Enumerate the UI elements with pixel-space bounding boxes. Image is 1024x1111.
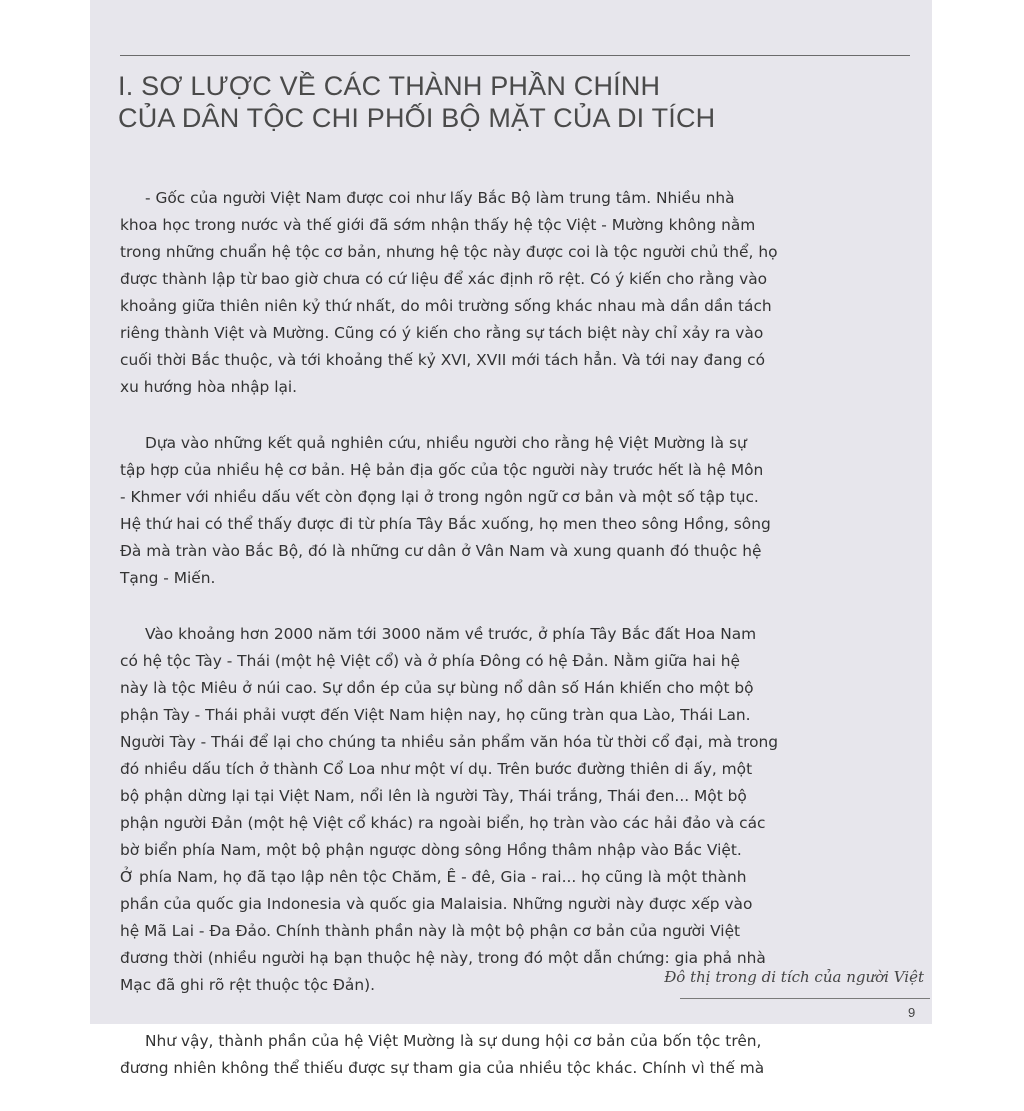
paragraph-line: trong những chuẩn hệ tộc cơ bản, nhưng hệ tộc này được coi là tộc người chủ thể, họ: [120, 243, 778, 261]
paragraph-line: Như vậy, thành phần của hệ Việt Mường là sự dung hội cơ bản của bốn tộc trên,: [145, 1032, 762, 1050]
paragraph-line: phần của quốc gia Indonesia và quốc gia Malaisia. Những người này được xếp vào: [120, 895, 753, 913]
section-heading-line-1: I. SƠ LƯỢC VỀ CÁC THÀNH PHẦN CHÍNH: [118, 71, 661, 101]
paragraph-line: bờ biển phía Nam, một bộ phận ngược dòng sông Hồng thâm nhập vào Bắc Việt.: [120, 841, 742, 859]
paragraph-line: xu hướng hòa nhập lại.: [120, 378, 298, 396]
paragraph-line: Vào khoảng hơn 2000 năm tới 3000 năm về trước, ở phía Tây Bắc đất Hoa Nam: [145, 625, 757, 643]
paragraph: [120, 430, 880, 592]
paragraph-line: này là tộc Miêu ở núi cao. Sự dồn ép của sự bùng nổ dân số Hán khiến cho một bộ: [120, 679, 754, 697]
section-heading-line-2: CỦA DÂN TỘC CHI PHỐI BỘ MẶT CỦA DI TÍCH: [118, 103, 716, 133]
running-footer-title: Đô thị trong di tích của người Việt: [664, 968, 924, 986]
paragraph-line: đó nhiều dấu tích ở thành Cổ Loa như một ví dụ. Trên bước đường thiên di ấy, một: [120, 760, 753, 778]
paragraph-line: đương thời (nhiều người hạ bạn thuộc hệ này, trong đó một dẫn chứng: gia phả nhà: [120, 949, 766, 967]
paragraph-line: phận người Đản (một hệ Việt cổ khác) ra ngoài biển, họ tràn vào các hải đảo và các: [120, 814, 766, 832]
paragraph-line: cuối thời Bắc thuộc, và tới khoảng thế kỷ XVI, XVII mới tách hẳn. Và tới nay đang có: [120, 351, 766, 369]
paragraph-line: khoa học trong nước và thế giới đã sớm nhận thấy hệ tộc Việt - Mường không nằm: [120, 216, 756, 234]
top-rule: [120, 55, 910, 56]
paragraph-line: bộ phận dừng lại tại Việt Nam, nổi lên là người Tày, Thái trắng, Thái đen... Một bộ: [120, 787, 747, 805]
paragraph-line: có hệ tộc Tày - Thái (một hệ Việt cổ) và ở phía Đông có hệ Đản. Nằm giữa hai hệ: [120, 652, 740, 670]
paragraph-line: - Gốc của người Việt Nam được coi như lấy Bắc Bộ làm trung tâm. Nhiều nhà: [145, 189, 735, 207]
paragraph-line: - Khmer với nhiều dấu vết còn đọng lại ở trong ngôn ngữ cơ bản và một số tập tục.: [120, 488, 759, 506]
paragraph-line: Hệ thứ hai có thể thấy được đi từ phía Tây Bắc xuống, họ men theo sông Hồng, sông: [120, 515, 771, 533]
paragraph-line: Ở phía Nam, họ đã tạo lập nên tộc Chăm, Ê - đê, Gia - rai... họ cũng là một thành: [120, 868, 747, 886]
page-number: 9: [908, 1005, 916, 1020]
paragraph-line: Tạng - Miến.: [120, 569, 216, 587]
paragraph-line: tập hợp của nhiều hệ cơ bản. Hệ bản địa gốc của tộc người này trước hết là hệ Môn: [120, 461, 764, 479]
paragraph-line: Dựa vào những kết quả nghiên cứu, nhiều người cho rằng hệ Việt Mường là sự: [145, 434, 747, 452]
paragraph-line: phận Tày - Thái phải vượt đến Việt Nam hiện nay, họ cũng tràn qua Lào, Thái Lan.: [120, 706, 751, 724]
paragraph-line: Đà mà tràn vào Bắc Bộ, đó là những cư dân ở Vân Nam và xung quanh đó thuộc hệ: [120, 542, 762, 560]
footer-rule: [680, 998, 930, 999]
paragraph-line: đương nhiên không thể thiếu được sự tham gia của nhiều tộc khác. Chính vì thế mà: [120, 1059, 765, 1077]
paragraph: [120, 185, 880, 401]
paragraph-line: được thành lập từ bao giờ chưa có cứ liệu để xác định rõ rệt. Có ý kiến cho rằng vào: [120, 270, 768, 288]
paragraph-line: riêng thành Việt và Mường. Cũng có ý kiến cho rằng sự tách biệt này chỉ xảy ra vào: [120, 324, 764, 342]
section-heading: [118, 70, 818, 134]
paragraph-line: hệ Mã Lai - Đa Đảo. Chính thành phần này là một bộ phận cơ bản của người Việt: [120, 922, 741, 940]
paragraph: [120, 1028, 880, 1082]
paragraph-line: Người Tày - Thái để lại cho chúng ta nhiều sản phẩm văn hóa từ thời cổ đại, mà trong: [120, 733, 779, 751]
paragraph-line: Mạc đã ghi rõ rệt thuộc tộc Đản).: [120, 976, 375, 994]
paragraph-line: khoảng giữa thiên niên kỷ thứ nhất, do môi trường sống khác nhau mà dần dần tách: [120, 297, 772, 315]
paragraph: [120, 621, 880, 999]
